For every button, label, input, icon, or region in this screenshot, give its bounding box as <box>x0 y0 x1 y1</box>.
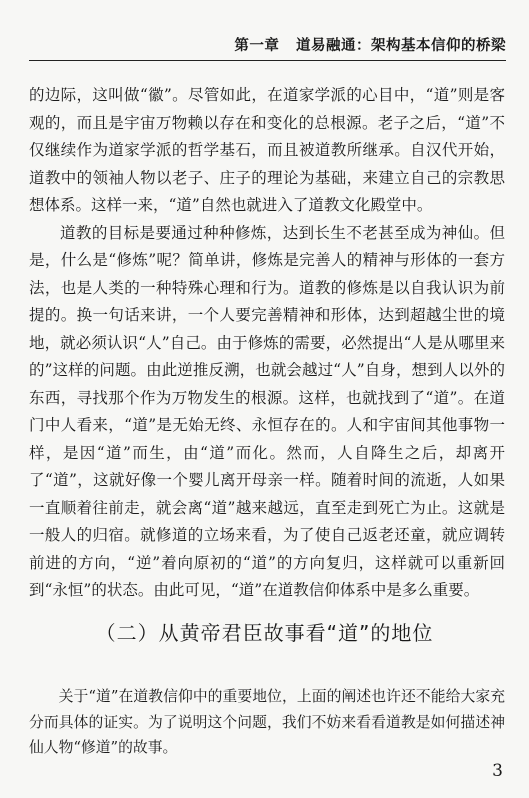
chapter-label: 第一章 <box>234 37 280 54</box>
paragraph-1: 的边际，这叫做“徽”。尽管如此，在道家学派的心目中，“道”则是客观的，而且是宇宙万物赖以存在和变化的总根源。老子之后，“道”不仅继续作为道家学派的哲学基石，而且被道教所继承。自汉代开始，道教中的领袖人物以老子、庄子的理论为基础，来建立自己的宗教思想体系。这样一来，“道”自然也就进入了道教文化殿堂中。 <box>29 86 505 214</box>
paragraph-3: 关于“道”在道教信仰中的重要地位，上面的阐述也许还不能给大家充分而具体的证实。为了说明这个问题，我们不妨来看看道教是如何描述神仙人物“修道”的故事。 <box>29 688 505 756</box>
running-header <box>0 34 506 55</box>
chapter-title: 道易融通：架构基本信仰的桥梁 <box>296 37 506 54</box>
page-number: 3 <box>492 761 503 781</box>
header-rule <box>29 60 506 61</box>
section-heading: （二）从黄帝君臣故事看“道”的地位 <box>95 621 434 645</box>
body-text <box>29 82 505 605</box>
lower-text <box>29 684 505 761</box>
paragraph-2: 道教的目标是要通过种种修炼，达到长生不老甚至成为神仙。但是，什么是“修炼”呢？简单讲，修炼是完善人的精神与形体的一套方法，也是人类的一种特殊心理和行为。道教的修炼是以自我认识为前提的。换一句话来讲，一个人要完善精神和形体，达到超越尘世的境地，就必须认识“人”自己。由于修炼的需要，必然提出“人是从哪里来的”这样的问题。由此逆推反溯，也就会越过“人”自身，想到人以外的东西，寻找那个作为万物发生的根源。这样，也就找到了“道”。在道门中人看来，“道”是无始无终、永恒存在的。人和宇宙间其他事物一样，是因“道”而生，由“道”而化。然而，人自降生之后，却离开了“道”，这就好像一个婴儿离开母亲一样。随着时间的流逝，人如果一直顺着往前走，就会离“道”越来越远，直至走到死亡为止。这就是一般人的归宿。就修道的立场来看，为了使自己返老还童，就应调转前进的方向，“逆”着向原初的“道”的方向复归，这样就可以重新回到“永恒”的状态。由此可见，“道”在道教信仰体系中是多么重要。 <box>29 223 505 599</box>
